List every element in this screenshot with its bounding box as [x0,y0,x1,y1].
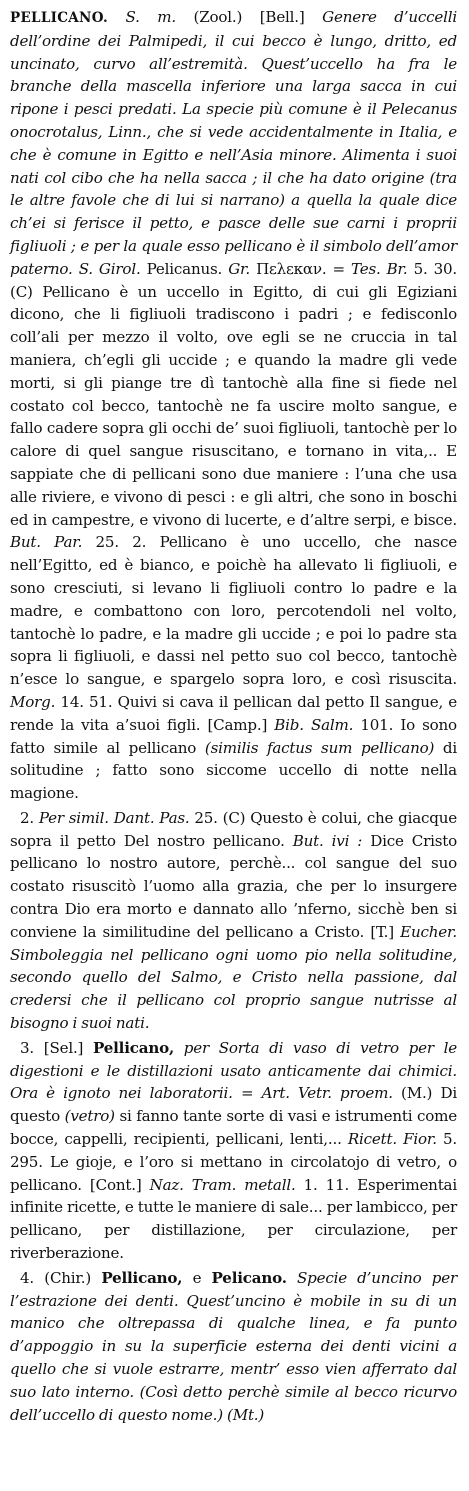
sense-3-quote-2: Le gioje, e l’oro si mettano in circolatojo di vetro, o pellicano. [10,1152,457,1194]
sense-2-text-2: Simboleggia nel pellicano ogni uomo pio nella solitudine, secondo quello del Salmo, e Cristo nella passione, dal credersi che il pellicano col proprio sangue nutrisse al bisogno i suoi nati. [10,945,457,1033]
sense-4-headword-1: Pellicano, [101,1268,183,1287]
quote-4-rest: di solitudine ; fatto sono siccome uccello di notte nella magione. [10,738,457,803]
sense-3-quote-3: Esperimentai infinite ricette, e tutte le maniere di sale... per lambicco, per pellicano, per distillazione, per circulazione, per riverberazione. [10,1175,457,1263]
quote-3-loc: 101. [360,715,394,734]
quote-1-loc: 25. 2. [95,533,147,552]
sense-2-label: Per simil. [38,808,109,827]
entry-definition: Genere d’uccelli dell’ordine dei Palmipedi, il cui becco è lungo, dritto, ed uncinato, curvo all’estremità. Quest’uccello ha fra le branche della mascella inferiore una larga sacca in cui ripone i pesci predati. La specie più comune è il Pelecanus onocrotalus, Linn., che si vede accidentalmente in Italia, e che è comune in Egitto e nell’Asia minore. Alimenta i suoi nati col cibo che ha nella sacca ; il che ha dato origine (tra le altre favole che di lui si narrano) a quella la quale dice ch’ei si ferisce il petto, e pasce delle sue carni i proprii figliuoli ; e per la quale esso pellicano è il simbolo dell’amor paterno. [10,8,457,278]
sense-4-headword-2: Pelicano. [211,1268,287,1287]
sense-2-tag-2: [T.] [370,922,394,941]
sense-3-quote-1-rest: si fanno tante sorte di vasi e istrumenti come bocce, cappelli, recipienti, pellicani, lenti,... [10,1107,457,1149]
sense-3-equals: = [240,1084,254,1103]
quote-3-source: Bib. Salm. [274,715,354,734]
def-latin: Pelicanus. [146,259,223,278]
sense-4-domain: (Chir.) [44,1268,92,1287]
def-ref-loc: 5. 30. [413,259,458,278]
entry-headword: PELLICANO. [10,10,108,26]
entry-grammar: S. m. [125,8,176,26]
sense-2-gloss-source: But. ivi : [292,831,363,850]
quote-4: Io sono fatto simile al pellicano [10,715,457,757]
def-equals: = [332,259,345,278]
def-greek-abbr: Gr. [228,259,251,278]
quote-2-source: Morg. [10,692,56,711]
sense-2-source: Dant. Pas. [113,808,190,827]
sense-4-tag: (Mt.) [227,1405,265,1424]
sense-2-tag: (C) [222,808,246,827]
quote-2: Pellicano è uno uccello, che nasce nell’Egitto, ed è bianco, e poichè ha allevato li figliuoli, e sono cresciuti, si levano li figliuoli contro lo padre e la madre, e combattono con loro, percotendoli nel volto, tantochè lo padre, e la madre gli uccide ; e poi lo padre sta sopra li figliuoli, e dassi nel petto suo col becco, tantochè n’esce lo sangue, e spargelo sopra loro, e così risuscita. [10,533,457,689]
sense-3-tag-m: (M.) [401,1084,433,1103]
sense-2-loc: 25. [194,808,218,827]
def-greek: Πελεκαν. [256,259,327,278]
sense-2-number: 2. [20,808,35,827]
sense-2-gloss: Dice Cristo pellicano lo nostro autore, perchè... col sangue del suo costato risuscitò l’uomo alla grazia, che per lo insurgere contra Dio era morto e dannato allo ’nferno, sicchè ben si conviene la similitudine del pellicano a Cristo. [10,831,458,941]
sense-3-number: 3. [20,1038,35,1057]
quote-1-tag: (C) [10,282,33,301]
sense-3-loc-2: 5. 295. [10,1130,457,1171]
def-ref-source: Tes. Br. [351,259,408,278]
sense-4-conj: e [192,1268,202,1287]
sense-2 [10,807,457,1035]
quote-3-tag: [Camp.] [207,715,268,734]
sense-3-definition: per Sorta di vaso di vetro per le digestioni e le distillazioni usato anticamente dai chimici. Ora è ignoto nei laboratorii. [10,1038,457,1103]
sense-3-tag-cont: [Cont.] [89,1175,142,1194]
sense-2-text: Questo è colui, che giacque sopra il petto Del nostro pellicano. [10,808,457,850]
sense-3-headword: Pellicano, [93,1038,175,1057]
sense-4-number: 4. [20,1268,35,1287]
sense-2-source-2: Eucher. [400,922,457,941]
entry-domain: (Zool.) [193,8,243,26]
sense-3-source: Art. Vetr. proem. [261,1084,393,1103]
quote-1-source: But. Par. [10,533,83,552]
sense-4-definition: Specie d’uncino per l’estrazione dei denti. Quest’uncino è mobile in su di un manico che oltrepassa di qualche linea, e fa punto d’appoggio in su la superficie esterna dei denti vicini a quello che si vuole estrarre, mentr’ esso vien afferrato dal suo lato interno. (Così detto perchè simile al becco ricurvo dell’uccello di questo nome.) [10,1268,457,1424]
entry-pellicano [10,6,457,805]
entry-tag: [Bell.] [259,8,305,26]
def-source: S. Girol. [78,259,141,278]
sense-3-tag: [Sel.] [43,1038,84,1057]
sense-3-source-2: Ricett. Fior. [347,1130,437,1149]
quote-1: Pellicano è un uccello in Egitto, di cui gli Egiziani dicono, che li figliuoli tradiscono i padri ; e fedisconlo coll’ali per mezzo il volto, ove egli se ne cruccia in tal maniera, ch’egli gli uccide ; e quando la madre gli vede morti, si gli piange tre dì tantochè alla fine si fiede nel costato col becco, tantochè ne fa uscire molto sangue, e fallo cadere sopra gli occhi de’ suoi figliuoli, tantochè per lo calore di quel sangue risuscitano, e tornano in vita,.. E sappiate che di pellicani sono due maniere : l’una che usa alle riviere, e vivono di pesci : e gli altri, che sono in boschi ed in campestre, e vivono di lucerte, e d’altre serpi, e bisce. [10,282,457,529]
sense-3 [10,1037,457,1265]
sense-3-source-3: Naz. Tram. metall. [149,1175,296,1194]
sense-3-quote-1: Di questo [10,1084,457,1126]
quote-4-latin: (similis factus sum pellicano) [204,738,435,757]
sense-3-quote-1-it: (vetro) [64,1107,115,1126]
quote-3: Quivi si cava il pellican dal petto Il sangue, e rende la vita a’suoi figli. [10,692,457,734]
sense-4 [10,1267,457,1427]
quote-2-loc: 14. 51. [60,692,113,711]
sense-3-loc-3: 1. 11. [303,1175,350,1194]
